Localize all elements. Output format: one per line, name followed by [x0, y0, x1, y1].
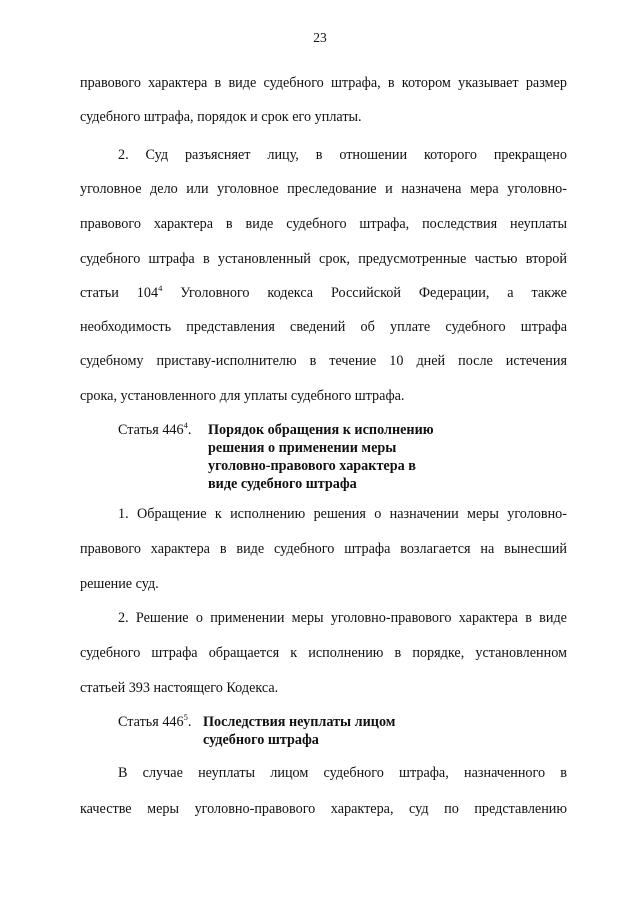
- article-label-text: Статья 446: [118, 714, 184, 730]
- article-label: [118, 421, 191, 439]
- paragraph-line: статьей 393 настоящего Кодекса.: [80, 680, 279, 696]
- article-title: [208, 421, 434, 493]
- article-label-dot: .: [187, 422, 192, 438]
- paragraph-line: судебного штрафа в установленный срок, предусмотренные частью второй: [80, 251, 567, 267]
- paragraph-line: решение суд.: [80, 576, 159, 592]
- paragraph-line: В случае неуплаты лицом судебного штрафа, назначенного в: [118, 765, 567, 781]
- article-title-line: судебного штрафа: [203, 732, 319, 748]
- article-title-line: уголовно-правового характера в: [208, 458, 416, 474]
- article-label-superscript: 4: [183, 420, 188, 430]
- article-title: [203, 713, 395, 749]
- paragraph-line: правового характера в виде судебного штрафа возлагается на вынесший: [80, 541, 567, 557]
- article-title-line: Порядок обращения к исполнению: [208, 422, 434, 438]
- article-title-line: виде судебного штрафа: [208, 476, 357, 492]
- paragraph-line: судебному приставу-исполнителю в течение 10 дней после истечения: [80, 353, 567, 369]
- article-title-line: Последствия неуплаты лицом: [203, 714, 396, 730]
- article-label-superscript: 5: [183, 712, 188, 722]
- superscript: 4: [158, 283, 163, 293]
- paragraph-line: уголовное дело или уголовное преследование и назначена мера уголовно-: [80, 181, 567, 197]
- paragraph-line: 1. Обращение к исполнению решения о назначении меры уголовно-: [118, 506, 567, 522]
- paragraph-line: судебного штрафа, порядок и срок его уплаты.: [80, 109, 362, 125]
- line-text: Уголовного кодекса Российской Федерации, а также: [162, 285, 567, 301]
- article-label: [118, 713, 191, 731]
- paragraph-line: качестве меры уголовно-правового характера, суд по представлению: [80, 801, 567, 817]
- line-text: статьи 104: [80, 285, 159, 301]
- article-title-line: решения о применении меры: [208, 440, 397, 456]
- paragraph-line: 2. Решение о применении меры уголовно-правового характера в виде: [118, 610, 567, 626]
- article-label-dot: .: [187, 714, 192, 730]
- paragraph-line: правового характера в виде судебного штрафа, в котором указывает размер: [80, 75, 567, 91]
- paragraph-line-with-superscript: [80, 284, 567, 302]
- paragraph-line: необходимость представления сведений об уплате судебного штрафа: [80, 319, 567, 335]
- page-number: 23: [313, 30, 327, 45]
- paragraph-line: 2. Суд разъясняет лицу, в отношении которого прекращено: [118, 147, 567, 163]
- paragraph-line: правового характера в виде судебного штрафа, последствия неуплаты: [80, 216, 567, 232]
- paragraph-line: судебного штрафа обращается к исполнению в порядке, установленном: [80, 645, 567, 661]
- paragraph-line: срока, установленного для уплаты судебного штрафа.: [80, 388, 405, 404]
- article-label-text: Статья 446: [118, 422, 184, 438]
